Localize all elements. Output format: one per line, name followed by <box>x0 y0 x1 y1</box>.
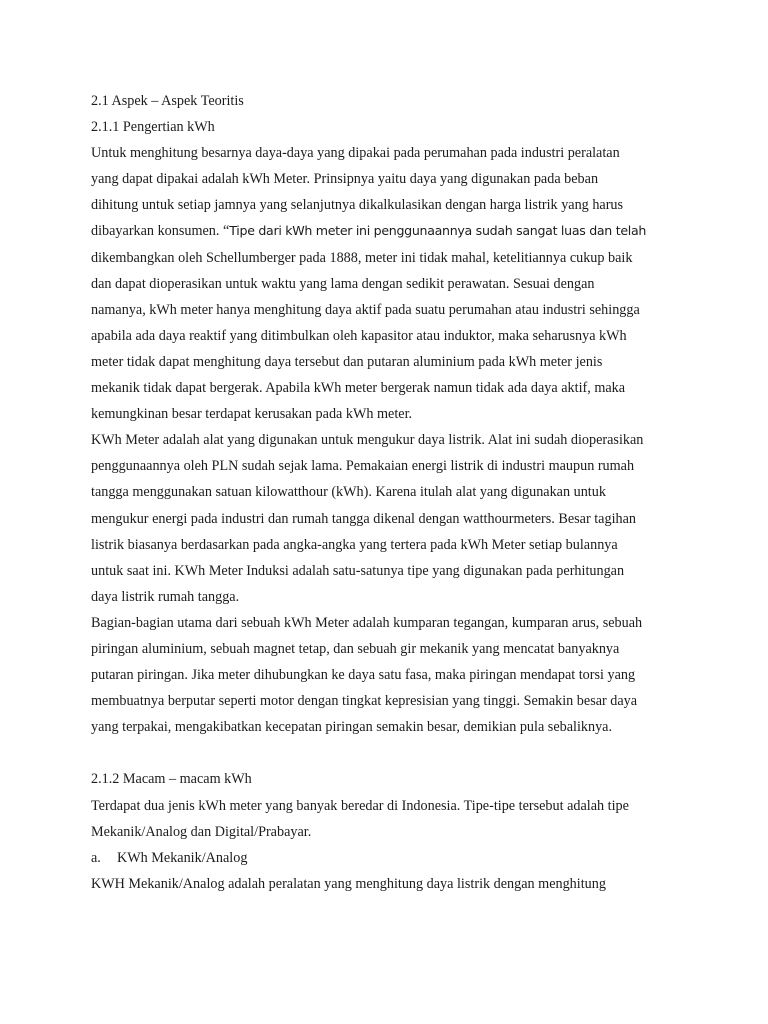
paragraph-line: dihitung untuk setiap jamnya yang selanjutnya dikalkulasikan dengan harga listrik yang harus <box>91 197 624 214</box>
paragraph-line: mengukur energi pada industri dan rumah tangga dikenal dengan watthourmeters. Besar tagihan <box>91 510 636 527</box>
document-body <box>91 88 691 897</box>
paragraph-line: yang dapat dipakai adalah kWh Meter. Prinsipnya yaitu daya yang digunakan pada beban <box>91 171 599 188</box>
section-heading: 2.1 Aspek – Aspek Teoritis <box>91 93 244 109</box>
list-item-mekanik <box>91 845 691 871</box>
paragraph-line: listrik biasanya berdasarkan pada angka-angka yang tertera pada kWh Meter setiap bulannya <box>91 536 618 553</box>
paragraph-line-start: dibayarkan konsumen. “ <box>91 223 230 240</box>
paragraph-kwh-meter <box>91 427 691 610</box>
paragraph-line: penggunaannya oleh PLN sudah sejak lama. Pemakaian energi listrik di industri maupun rumah <box>91 458 635 475</box>
paragraph-line: Bagian-bagian utama dari sebuah kWh Meter adalah kumparan tegangan, kumparan arus, sebuah <box>91 614 643 631</box>
paragraph-line: dikembangkan oleh Schellumberger pada 1888, meter ini tidak mahal, ketelitiannya cukup baik <box>91 249 633 266</box>
paragraph-line: dan dapat dioperasikan untuk waktu yang lama dengan sedikit perawatan. Sesuai dengan <box>91 275 595 292</box>
paragraph-pengertian <box>91 140 691 427</box>
paragraph-line: Untuk menghitung besarnya daya-daya yang dipakai pada perumahan pada industri peralatan <box>91 145 620 162</box>
paragraph-line: mekanik tidak dapat bergerak. Apabila kWh meter bergerak namun tidak ada daya aktif, maka <box>91 380 626 397</box>
subsection-heading-macam: 2.1.2 Macam – macam kWh <box>91 771 252 788</box>
paragraph-line: apabila ada daya reaktif yang ditimbulkan oleh kapasitor atau induktor, maka seharusnya kWh <box>91 327 627 344</box>
paragraph-line: untuk saat ini. KWh Meter Induksi adalah satu-satunya tipe yang digunakan pada perhitungan <box>91 562 625 579</box>
paragraph-line: Terdapat dua jenis kWh meter yang banyak beredar di Indonesia. Tipe-tipe tersebut adalah tipe <box>91 797 629 814</box>
paragraph-line: tangga menggunakan satuan kilowatthour (kWh). Karena itulah alat yang digunakan untuk <box>91 484 606 501</box>
paragraph-line: namanya, kWh meter hanya menghitung daya aktif pada suatu perumahan atau industri sehingga <box>91 301 640 318</box>
paragraph-line: meter tidak dapat menghitung daya tersebut dan putaran aluminium pada kWh meter jenis <box>91 353 603 370</box>
paragraph-line: KWH Mekanik/Analog adalah peralatan yang menghitung daya listrik dengan menghitung <box>91 875 606 892</box>
paragraph-spacer <box>91 740 691 766</box>
paragraph-jenis <box>91 793 691 845</box>
paragraph-bagian-utama <box>91 610 691 740</box>
paragraph-line <box>91 218 691 244</box>
paragraph-line: putaran piringan. Jika meter dihubungkan ke daya satu fasa, maka piringan mendapat torsi yang <box>91 667 636 684</box>
paragraph-line: yang terpakai, mengakibatkan kecepatan piringan semakin besar, demikian pula sebaliknya. <box>91 719 613 736</box>
paragraph-line: Mekanik/Analog dan Digital/Prabayar. <box>91 823 312 840</box>
paragraph-line: piringan aluminium, sebuah magnet tetap, dan sebuah gir mekanik yang mencatat banyaknya <box>91 640 620 657</box>
paragraph-line: membuatnya berputar seperti motor dengan tingkat kepresisian yang tinggi. Semakin besar daya <box>91 693 638 710</box>
paragraph-mekanik <box>91 871 691 897</box>
list-marker: a. <box>91 849 101 866</box>
quoted-text-sans: Tipe dari kWh meter ini penggunaannya sudah sangat luas dan telah <box>229 223 647 239</box>
paragraph-line: KWh Meter adalah alat yang digunakan untuk mengukur daya listrik. Alat ini sudah dioperasikan <box>91 432 644 449</box>
paragraph-line: kemungkinan besar terdapat kerusakan pada kWh meter. <box>91 406 413 423</box>
subsection-heading-pengertian: 2.1.1 Pengertian kWh <box>91 119 215 136</box>
list-item-label: KWh Mekanik/Analog <box>117 849 248 866</box>
paragraph-line: daya listrik rumah tangga. <box>91 588 240 605</box>
